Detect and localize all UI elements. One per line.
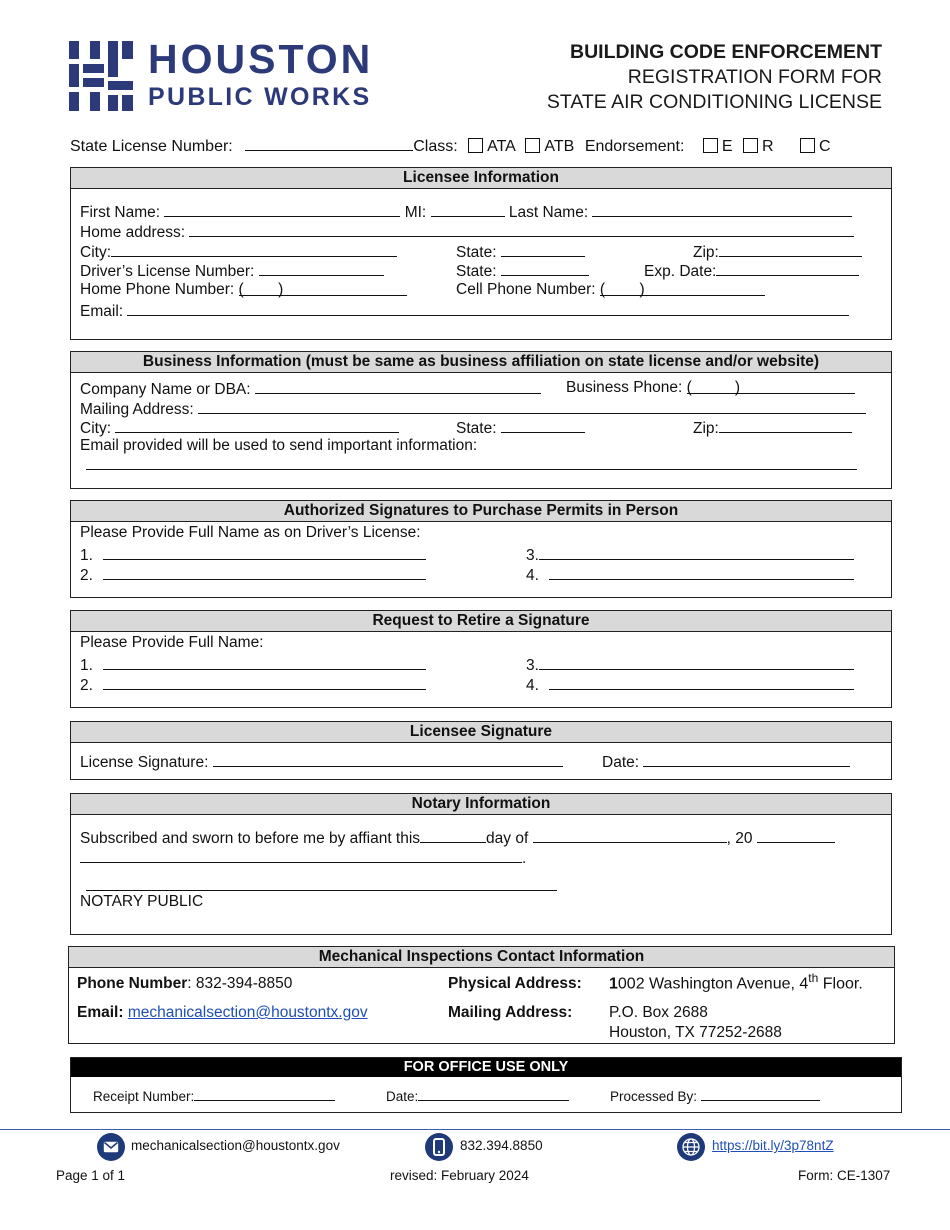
contact-phone-label: Phone Number xyxy=(77,975,188,992)
mailing-address-line-1: P.O. Box 2688 xyxy=(609,1004,708,1021)
email-label: Email: xyxy=(80,303,124,320)
authorized-name-3-field[interactable] xyxy=(539,545,854,560)
signature-date-field[interactable] xyxy=(643,752,850,767)
notary-line-row xyxy=(80,848,526,868)
page-number: Page 1 of 1 xyxy=(56,1168,126,1183)
authorized-row-1 xyxy=(80,545,426,565)
business-state-label: State: xyxy=(456,420,497,437)
state-label: State: xyxy=(456,244,497,261)
envelope-icon xyxy=(97,1133,125,1161)
state-field[interactable] xyxy=(501,242,585,257)
e-label: E xyxy=(721,138,733,155)
authorized-number-2: 2. xyxy=(80,567,93,584)
physical-address-bold-digit: 1 xyxy=(609,975,618,993)
first-name-label: First Name: xyxy=(80,204,161,221)
retire-name-3-field[interactable] xyxy=(539,655,854,670)
last-name-field[interactable] xyxy=(592,202,852,217)
retire-number-3: 3. xyxy=(526,657,539,674)
home-phone-row xyxy=(80,281,407,299)
contact-email-row xyxy=(77,1004,368,1022)
retire-number-1: 1. xyxy=(80,657,93,674)
notary-continuation-field[interactable] xyxy=(80,848,522,863)
contact-information-heading: Mechanical Inspections Contact Information xyxy=(69,947,894,968)
business-email-field[interactable] xyxy=(86,455,857,470)
home-phone-label: Home Phone Number: xyxy=(80,281,235,298)
authorized-signatures-section xyxy=(70,500,892,598)
receipt-row xyxy=(93,1088,335,1104)
company-row xyxy=(80,379,541,399)
contact-phone-value: : 832-394-8850 xyxy=(187,975,293,992)
dl-state-cell xyxy=(456,261,589,281)
authorized-prompt: Please Provide Full Name as on Driver’s License: xyxy=(80,524,421,541)
physical-address-label-text: Physical Address: xyxy=(448,975,582,992)
ata-checkbox[interactable] xyxy=(468,138,483,153)
sworn-label: Subscribed and sworn to before me by affiant this xyxy=(80,830,421,847)
authorized-row-4 xyxy=(526,565,854,585)
processed-by-row xyxy=(610,1088,820,1104)
home-phone-area-code: ( ) xyxy=(238,281,284,298)
footer-url[interactable]: https://bit.ly/3p78ntZ xyxy=(712,1138,834,1153)
office-use-section xyxy=(70,1057,902,1113)
endorsement-label: Endorsement: xyxy=(584,138,685,155)
ata-label: ATA xyxy=(487,138,515,155)
business-state-cell xyxy=(456,418,585,438)
retire-row-2 xyxy=(80,675,426,695)
business-city-field[interactable] xyxy=(115,418,399,433)
licensee-information-heading: Licensee Information xyxy=(71,168,891,189)
footer-email[interactable]: mechanicalsection@houstontx.gov xyxy=(131,1138,340,1153)
title-line-1: BUILDING CODE ENFORCEMENT xyxy=(570,41,882,63)
retire-name-4-field[interactable] xyxy=(549,675,854,690)
license-row xyxy=(70,136,831,156)
zip-label: Zip: xyxy=(693,244,719,261)
home-address-label: Home address: xyxy=(80,224,186,241)
name-row xyxy=(80,202,852,222)
title-line-3: STATE AIR CONDITIONING LICENSE xyxy=(546,91,882,113)
home-address-row xyxy=(80,222,854,242)
r-label: R xyxy=(762,138,774,155)
state-license-field[interactable] xyxy=(245,136,413,151)
logo-mark-icon xyxy=(68,40,134,112)
retire-signature-heading: Request to Retire a Signature xyxy=(71,611,891,632)
retire-name-1-field[interactable] xyxy=(103,655,426,670)
e-checkbox[interactable] xyxy=(703,138,718,153)
class-label: Class: xyxy=(413,138,458,155)
notary-public-label: NOTARY PUBLIC xyxy=(80,893,204,910)
physical-address-text: 002 Washington Avenue, 4 xyxy=(617,975,809,993)
phone-icon xyxy=(425,1133,453,1161)
mailing-address-line-2: Houston, TX 77252-2688 xyxy=(609,1024,782,1041)
retire-row-3 xyxy=(526,655,854,675)
houston-public-works-logo xyxy=(68,36,413,112)
logo-line-houston: HOUSTON xyxy=(148,36,374,82)
business-zip-label: Zip: xyxy=(693,420,719,437)
logo-line-public-works: PUBLIC WORKS xyxy=(148,83,372,111)
licensee-signature-section xyxy=(70,721,892,780)
email-note-row xyxy=(80,437,477,455)
cell-phone-field[interactable] xyxy=(600,281,765,296)
mailing-address-label xyxy=(448,1004,572,1022)
cell-phone-area-code: ( ) xyxy=(599,281,645,298)
state-cell xyxy=(456,242,585,262)
contact-phone-row xyxy=(77,975,292,993)
contact-email-link[interactable]: mechanicalsection@houstontx.gov xyxy=(127,1004,368,1021)
licensee-signature-heading: Licensee Signature xyxy=(71,722,891,743)
mailing-field[interactable] xyxy=(198,399,866,414)
processed-by-field[interactable] xyxy=(701,1088,820,1101)
contact-information-section xyxy=(68,946,895,1044)
authorized-row-2 xyxy=(80,565,426,585)
business-zip-cell xyxy=(693,418,852,438)
authorized-name-1-field[interactable] xyxy=(103,545,426,560)
drivers-license-field[interactable] xyxy=(259,261,384,276)
globe-icon xyxy=(677,1133,705,1161)
authorized-number-4: 4. xyxy=(526,567,539,584)
email-row xyxy=(80,301,849,321)
office-use-heading: FOR OFFICE USE ONLY xyxy=(71,1058,901,1077)
sworn-row xyxy=(80,828,835,848)
notary-period: . xyxy=(522,850,527,867)
r-checkbox[interactable] xyxy=(743,138,758,153)
mailing-row xyxy=(80,399,866,419)
drivers-license-label: Driver’s License Number: xyxy=(80,263,255,280)
retire-row-4 xyxy=(526,675,854,695)
year-prefix-label: , 20 xyxy=(726,830,753,847)
business-city-label: City: xyxy=(80,420,111,437)
atb-label: ATB xyxy=(544,138,575,155)
revised-date: revised: February 2024 xyxy=(390,1168,529,1183)
business-phone-area-code: ( ) xyxy=(686,379,741,396)
footer-phone[interactable]: 832.394.8850 xyxy=(460,1138,543,1153)
authorized-name-4-field[interactable] xyxy=(549,565,854,580)
contact-email-label: Email: xyxy=(77,1004,124,1021)
mailing-label: Mailing Address: xyxy=(80,401,194,418)
form-number: Form: CE-1307 xyxy=(798,1168,891,1183)
last-name-label: Last Name: xyxy=(508,204,589,221)
retire-number-4: 4. xyxy=(526,677,539,694)
mailing-address-label-text: Mailing Address: xyxy=(448,1004,573,1021)
home-phone-field[interactable] xyxy=(239,281,407,296)
license-signature-label: License Signature: xyxy=(80,754,209,771)
retire-name-2-field[interactable] xyxy=(103,675,426,690)
licensee-information-section xyxy=(70,167,892,340)
exp-date-cell xyxy=(644,261,859,281)
notary-signature-field[interactable] xyxy=(86,876,557,891)
license-signature-row xyxy=(80,752,563,772)
email-note-label: Email provided will be used to send important information: xyxy=(80,437,478,454)
business-phone-label: Business Phone: xyxy=(566,379,683,396)
notary-information-heading: Notary Information xyxy=(71,794,891,815)
license-signature-field[interactable] xyxy=(213,752,563,767)
form-title xyxy=(547,40,882,115)
office-date-row xyxy=(386,1088,569,1104)
city-label: City: xyxy=(80,244,111,261)
city-field[interactable] xyxy=(111,242,397,257)
business-zip-field[interactable] xyxy=(719,418,852,433)
business-information-section xyxy=(70,351,892,489)
retire-row-1 xyxy=(80,655,426,675)
retire-signature-section xyxy=(70,610,892,708)
cell-phone-label: Cell Phone Number: xyxy=(456,281,596,298)
business-city-row xyxy=(80,418,399,438)
drivers-license-row xyxy=(80,261,384,281)
day-of-label: day of xyxy=(486,830,529,847)
processed-by-label: Processed By: xyxy=(610,1089,698,1104)
company-field[interactable] xyxy=(255,379,541,394)
mi-label: MI: xyxy=(404,204,427,221)
company-label: Company Name or DBA: xyxy=(80,381,251,398)
exp-date-label: Exp. Date: xyxy=(644,263,717,280)
retire-number-2: 2. xyxy=(80,677,93,694)
city-row xyxy=(80,242,397,262)
notary-information-section xyxy=(70,793,892,935)
dl-state-field[interactable] xyxy=(501,261,589,276)
office-date-field[interactable] xyxy=(418,1088,569,1101)
title-line-2: REGISTRATION FORM FOR xyxy=(627,66,882,88)
home-address-field[interactable] xyxy=(189,222,854,237)
physical-address-label xyxy=(448,975,582,993)
physical-address-sup: th xyxy=(808,971,819,985)
email-field[interactable] xyxy=(127,301,849,316)
authorized-number-1: 1. xyxy=(80,547,93,564)
c-label: C xyxy=(819,138,831,155)
zip-field[interactable] xyxy=(719,242,862,257)
business-phone-field[interactable] xyxy=(687,379,855,394)
business-state-field[interactable] xyxy=(501,418,585,433)
authorized-name-2-field[interactable] xyxy=(103,565,426,580)
first-name-field[interactable] xyxy=(164,202,400,217)
zip-cell xyxy=(693,242,862,262)
mi-field[interactable] xyxy=(431,202,505,217)
exp-date-field[interactable] xyxy=(716,261,859,276)
business-phone-cell xyxy=(566,379,855,397)
authorized-number-3: 3. xyxy=(526,547,539,564)
authorized-signatures-heading: Authorized Signatures to Purchase Permits in Person xyxy=(71,501,891,522)
sworn-year-field[interactable] xyxy=(757,828,835,843)
business-information-heading: Business Information (must be same as business affiliation on state license and/or website) xyxy=(71,352,891,373)
cell-phone-cell xyxy=(456,281,765,299)
office-date-label: Date: xyxy=(386,1089,419,1104)
authorized-row-3 xyxy=(526,545,854,565)
sworn-day-field[interactable] xyxy=(420,828,486,843)
retire-prompt: Please Provide Full Name: xyxy=(80,634,264,651)
signature-date-cell xyxy=(602,752,850,772)
atb-checkbox[interactable] xyxy=(525,138,540,153)
signature-date-label: Date: xyxy=(602,754,640,771)
state-license-label: State License Number: xyxy=(70,138,233,155)
sworn-month-field[interactable] xyxy=(533,828,727,843)
receipt-field[interactable] xyxy=(194,1088,335,1101)
footer-divider xyxy=(0,1129,950,1130)
c-checkbox[interactable] xyxy=(800,138,815,153)
dl-state-label: State: xyxy=(456,263,497,280)
physical-address-value xyxy=(609,971,863,993)
receipt-label: Receipt Number: xyxy=(93,1089,195,1104)
physical-address-end: Floor. xyxy=(818,975,863,993)
